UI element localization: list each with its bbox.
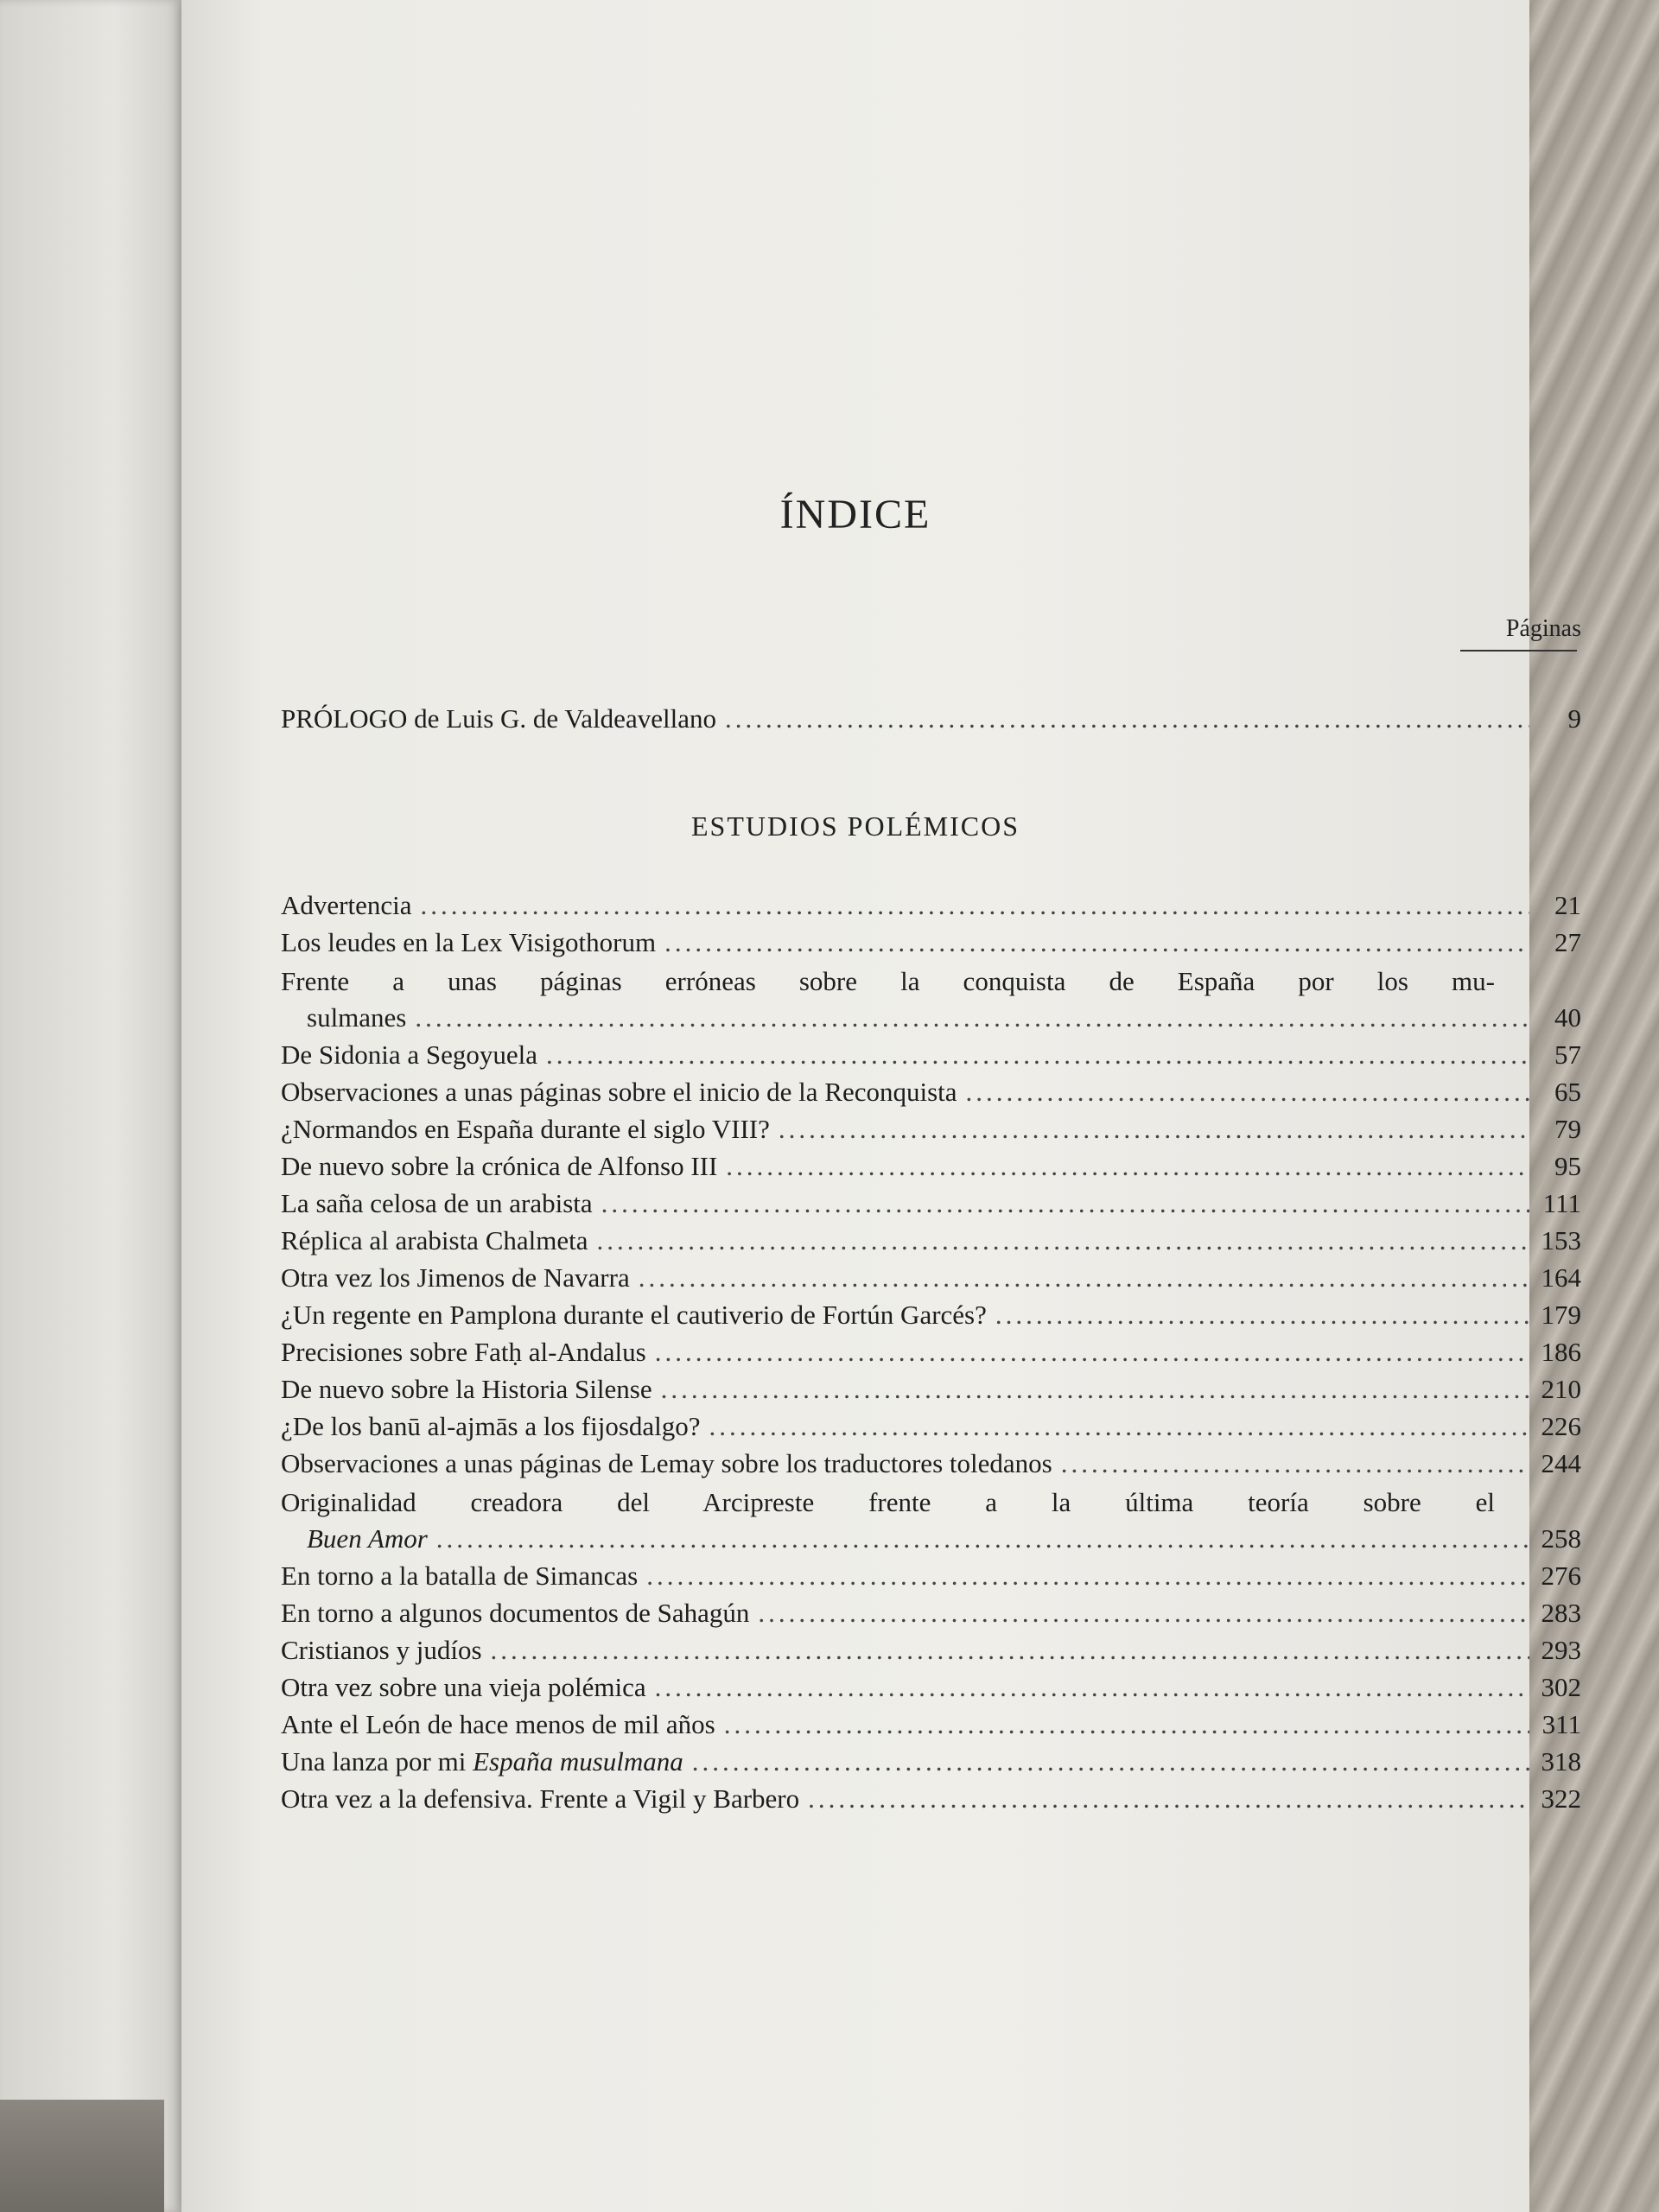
toc-entry: [281, 1262, 1581, 1300]
toc-entry-text: ¿Un regente en Pamplona durante el cautiverio de Fortún Garcés?: [281, 1300, 987, 1330]
toc-entry: [281, 1448, 1581, 1486]
page-title: ÍNDICE: [779, 492, 931, 537]
toc-entry: [281, 1672, 1581, 1710]
toc-entry: [307, 1523, 1581, 1561]
toc-entry-text: [281, 1746, 683, 1777]
toc-entry-page: 283: [1541, 1598, 1581, 1628]
leader-dots: [995, 1300, 1529, 1331]
leader-dots: [639, 1262, 1529, 1294]
toc-entry: [307, 1002, 1581, 1040]
toc-entry-page: 179: [1541, 1300, 1581, 1330]
toc-entry-text: Otra vez sobre una vieja polémica: [281, 1672, 646, 1702]
toc-entry: [281, 1598, 1581, 1636]
toc-entry: [281, 1225, 1581, 1263]
toc-entry-prologue: [281, 703, 1581, 741]
leader-dots: [491, 1635, 1529, 1666]
leader-dots: [779, 1114, 1529, 1145]
toc-entry-page: 276: [1541, 1560, 1581, 1591]
toc-entry: [281, 1635, 1581, 1673]
toc-entry-text: De nuevo sobre la Historia Silense: [281, 1374, 652, 1404]
toc-entry: [281, 1337, 1581, 1375]
toc-entry-page: 153: [1541, 1225, 1581, 1255]
toc-entry-page: 21: [1554, 890, 1581, 920]
toc-entry-text: ¿De los banū al-ajmās a los fijosdalgo?: [281, 1411, 701, 1441]
toc-entry-page: 65: [1554, 1077, 1581, 1107]
toc-entry-text: PRÓLOGO de Luis G. de Valdeavellano: [281, 703, 716, 734]
leader-dots: [664, 927, 1529, 958]
toc-entry-text: sulmanes: [307, 1002, 407, 1033]
leader-dots: [709, 1411, 1529, 1442]
toc-entry: [281, 1039, 1581, 1077]
toc-entry-page: 95: [1554, 1151, 1581, 1181]
toc-entry-text: De nuevo sobre la crónica de Alfonso III: [281, 1151, 718, 1181]
toc-entry: [281, 1374, 1581, 1412]
toc-entry-text: En torno a la batalla de Simancas: [281, 1560, 639, 1591]
toc-entry-text-italic: España musulmana: [473, 1746, 683, 1777]
leader-dots: [655, 1672, 1529, 1703]
toc-entry: [281, 1300, 1581, 1338]
toc-entry-page: 27: [1554, 927, 1581, 957]
toc-entry: [281, 1783, 1581, 1821]
pages-label-underline: [1460, 650, 1577, 652]
toc-entry-page: 293: [1541, 1635, 1581, 1665]
toc-entry: [281, 927, 1581, 965]
leader-dots: [966, 1077, 1529, 1108]
leader-dots: [661, 1374, 1529, 1405]
book-page: [181, 0, 1581, 2212]
toc-entry-text: ¿Normandos en España durante el siglo VIII?: [281, 1114, 770, 1144]
toc-entry: [281, 1151, 1581, 1189]
toc-entry-page: 322: [1541, 1783, 1581, 1814]
toc-entry-text: Precisiones sobre Fatḥ al-Andalus: [281, 1337, 646, 1367]
toc-entry-text: Otra vez los Jimenos de Navarra: [281, 1262, 630, 1293]
toc-entry: [281, 1560, 1581, 1599]
leader-dots: [726, 1151, 1529, 1182]
section-title: ESTUDIOS POLÉMICOS: [690, 810, 1020, 842]
toc-entry-text: Observaciones a unas páginas sobre el inicio de la Reconquista: [281, 1077, 957, 1107]
leader-dots: [546, 1039, 1529, 1071]
leader-dots: [601, 1188, 1529, 1219]
leader-dots: [724, 1709, 1529, 1740]
toc-entry-text: Ante el León de hace menos de mil años: [281, 1709, 715, 1739]
toc-entry-page: 40: [1554, 1002, 1581, 1033]
toc-entry-page: 244: [1541, 1448, 1581, 1478]
leader-dots: [420, 890, 1529, 921]
leader-dots: [1061, 1448, 1529, 1479]
toc-entry-page: 258: [1541, 1523, 1581, 1554]
toc-entry-page: 9: [1567, 703, 1581, 734]
toc-entry-page: 226: [1541, 1411, 1581, 1441]
toc-entry: [281, 1114, 1581, 1152]
toc-entry: [281, 1709, 1581, 1747]
leader-dots: [655, 1337, 1529, 1368]
leader-dots: [758, 1598, 1529, 1629]
toc-entry-first-line: Originalidad creadora del Arcipreste frente a la última teoría sobre el: [281, 1487, 1495, 1517]
leader-dots: [415, 1002, 1529, 1033]
book-shadow: [0, 2100, 164, 2212]
toc-entry-text: Otra vez a la defensiva. Frente a Vigil y Barbero: [281, 1783, 800, 1814]
left-page-edge: [0, 0, 190, 2212]
leader-dots: [725, 703, 1529, 734]
toc-entry: [281, 1746, 1581, 1784]
toc-entry-text: Cristianos y judíos: [281, 1635, 482, 1665]
leader-dots: [646, 1560, 1529, 1592]
toc-entry-page: 210: [1541, 1374, 1581, 1404]
leader-dots: [597, 1225, 1530, 1256]
toc-entry-page: 57: [1554, 1039, 1581, 1070]
toc-entry: [281, 1077, 1581, 1115]
toc-entry-page: 164: [1541, 1262, 1581, 1293]
toc-entry: [281, 890, 1581, 928]
toc-entry-text: Buen Amor: [307, 1523, 428, 1554]
toc-entry: [281, 1411, 1581, 1449]
toc-entry: [281, 1188, 1581, 1226]
toc-entry-page: 186: [1541, 1337, 1581, 1367]
toc-entry-page: 311: [1541, 1709, 1581, 1739]
toc-entry-text-plain: Una lanza por mi: [281, 1746, 474, 1777]
toc-entry-text: Los leudes en la Lex Visigothorum: [281, 927, 657, 957]
toc-entry-text: De Sidonia a Segoyuela: [281, 1039, 538, 1070]
toc-entry-text: Advertencia: [281, 890, 412, 920]
leader-dots: [808, 1783, 1529, 1815]
leader-dots: [436, 1523, 1529, 1554]
toc-entry-text: Réplica al arabista Chalmeta: [281, 1225, 588, 1255]
toc-entry-text: Observaciones a unas páginas de Lemay sobre los traductores toledanos: [281, 1448, 1052, 1478]
toc-entry-page: 111: [1542, 1188, 1581, 1218]
toc-entry-page: 318: [1541, 1746, 1581, 1777]
pages-column-label: Páginas: [1505, 615, 1581, 642]
toc-entry-text: En torno a algunos documentos de Sahagún: [281, 1598, 750, 1628]
toc-entry-text: La saña celosa de un arabista: [281, 1188, 593, 1218]
toc-entry-page: 79: [1554, 1114, 1581, 1144]
toc-entry-first-line: Frente a unas páginas erróneas sobre la conquista de España por los mu-: [281, 966, 1495, 996]
toc-entry-page: 302: [1541, 1672, 1581, 1702]
leader-dots: [692, 1746, 1529, 1777]
